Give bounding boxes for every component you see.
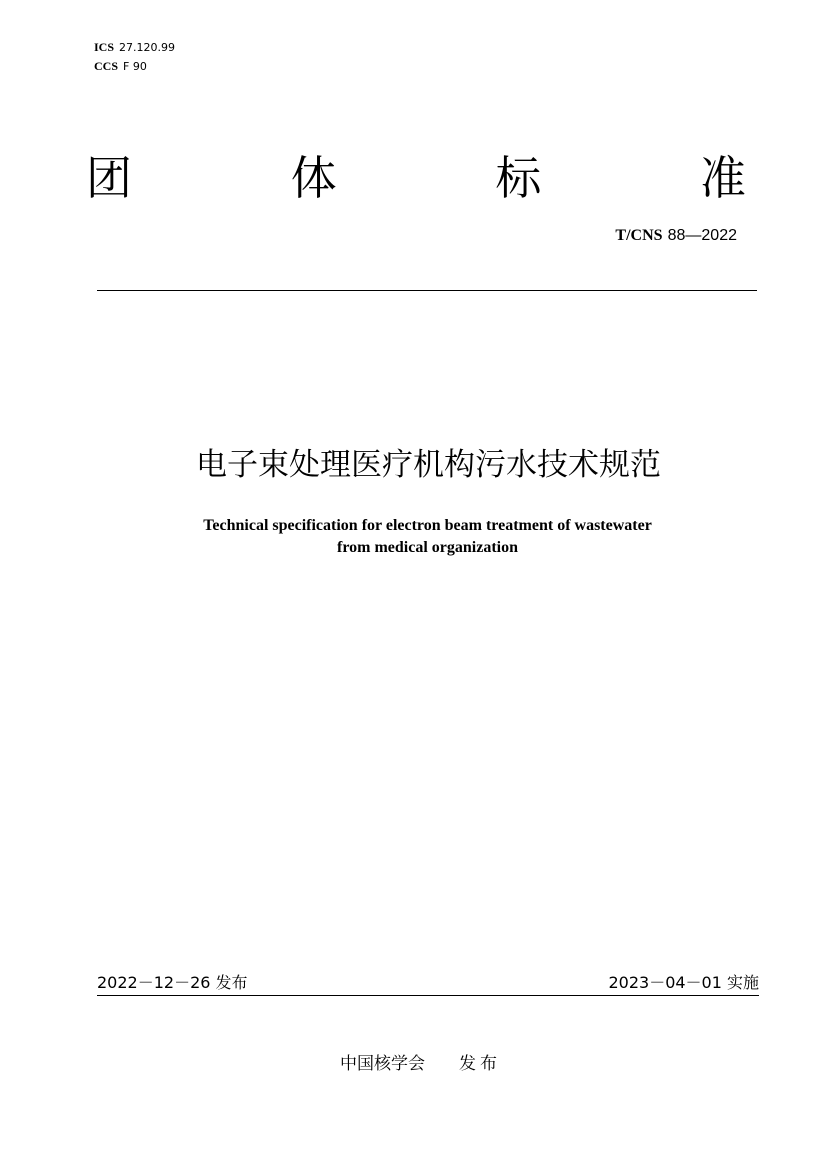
english-title-line: from medical organization (336, 539, 518, 556)
issue-char: 布 (480, 1054, 497, 1074)
issue-char: 发 (459, 1054, 476, 1074)
english-title-line: Technical specification for electron beam treatment of wastewater (203, 517, 652, 534)
ccs-label: CCS (94, 59, 119, 73)
publisher-name: 中国核学会 (340, 1054, 425, 1074)
standard-number-prefix: T/CNS (615, 227, 663, 244)
publisher-line (0, 1052, 815, 1076)
standard-type-heading (86, 150, 746, 206)
ccs-row (94, 57, 175, 76)
footer-divider (97, 995, 759, 996)
ccs-value: F 90 (123, 60, 147, 73)
classification-codes (94, 38, 175, 76)
standard-number-value: 88—2022 (667, 227, 737, 244)
standard-type-char: 准 (699, 151, 746, 205)
ics-row (94, 38, 175, 57)
implementation-date: 2023－04－01 实施 (608, 973, 759, 992)
standard-type-char: 标 (495, 151, 542, 205)
english-title (0, 515, 815, 559)
chinese-title: 电子束处理医疗机构污水技术规范 (196, 447, 661, 483)
standard-number (615, 224, 737, 247)
standard-type-char: 体 (290, 151, 337, 205)
ics-value: 27.120.99 (119, 41, 175, 54)
ics-label: ICS (94, 40, 115, 54)
standard-type-char: 团 (86, 151, 132, 205)
release-date: 2022－12－26 发布 (97, 973, 248, 992)
header-divider (97, 290, 757, 291)
